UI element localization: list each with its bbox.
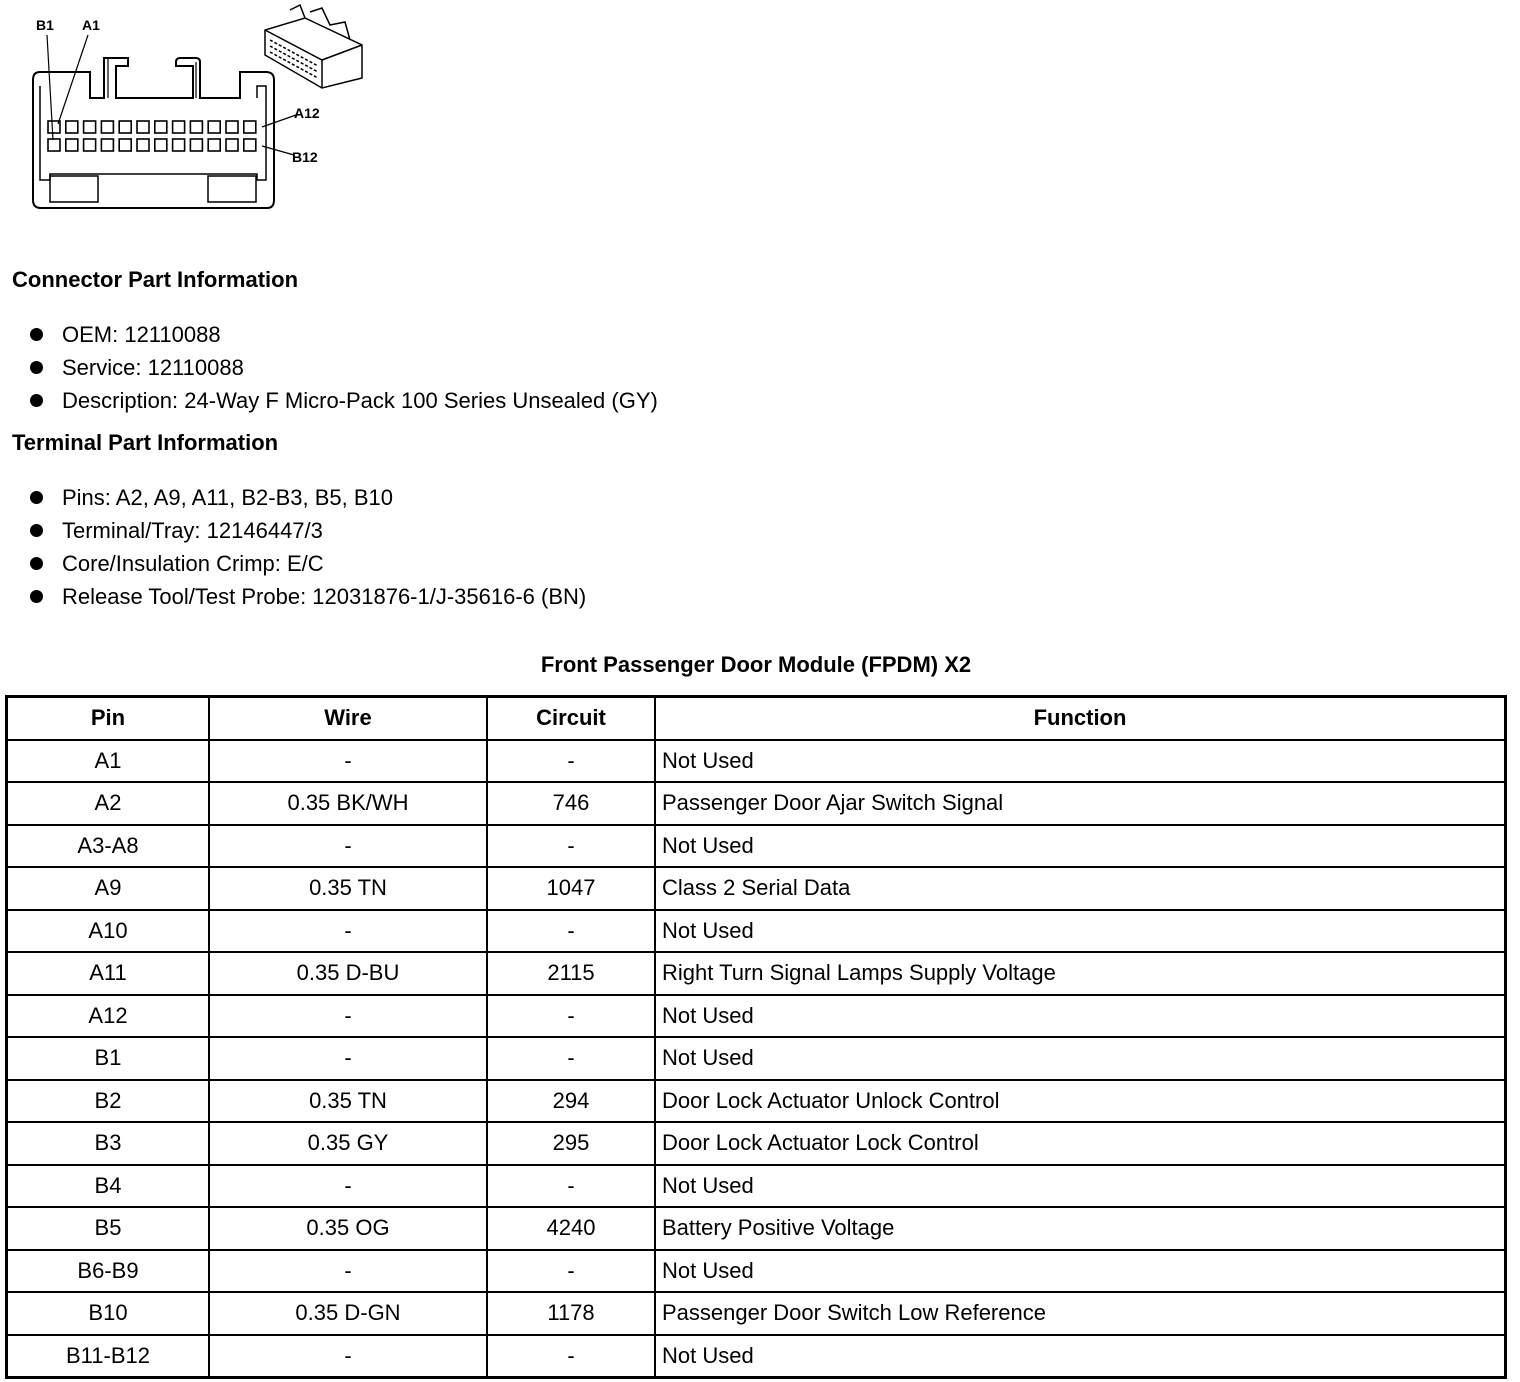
cell-pin: B4 — [7, 1165, 210, 1208]
cell-function: Not Used — [655, 995, 1506, 1038]
pin-cavity — [137, 121, 149, 133]
table-row — [7, 1080, 1506, 1123]
cell-pin: A3-A8 — [7, 825, 210, 868]
table-row — [7, 1165, 1506, 1208]
pin-cavity — [119, 121, 131, 133]
bullet-icon — [30, 557, 43, 570]
header-pin: Pin — [7, 697, 210, 740]
cell-wire: - — [209, 1250, 487, 1293]
list-item — [0, 318, 658, 351]
cell-function: Not Used — [655, 1335, 1506, 1378]
table-row — [7, 910, 1506, 953]
cell-wire: - — [209, 1335, 487, 1378]
cell-circuit: - — [487, 825, 655, 868]
list-item-text: Description: 24-Way F Micro-Pack 100 Series Unsealed (GY) — [62, 388, 658, 413]
cell-function: Battery Positive Voltage — [655, 1207, 1506, 1250]
cell-wire: 0.35 GY — [209, 1122, 487, 1165]
pin-cavity — [155, 121, 167, 133]
pin-cavity — [244, 139, 256, 151]
cell-function: Not Used — [655, 1037, 1506, 1080]
list-item-text: Release Tool/Test Probe: 12031876-1/J-35616-6 (BN) — [62, 584, 587, 609]
cell-circuit: 295 — [487, 1122, 655, 1165]
cell-wire: - — [209, 995, 487, 1038]
cell-circuit: - — [487, 1250, 655, 1293]
cell-pin: A11 — [7, 952, 210, 995]
table-row — [7, 1037, 1506, 1080]
terminal-part-list — [0, 481, 586, 613]
cell-pin: B1 — [7, 1037, 210, 1080]
table-row — [7, 867, 1506, 910]
pin-cavity — [190, 139, 202, 151]
pin-cavity — [66, 121, 78, 133]
bullet-icon — [30, 590, 43, 603]
cell-circuit: 746 — [487, 782, 655, 825]
cell-function: Door Lock Actuator Lock Control — [655, 1122, 1506, 1165]
pinout-table — [5, 695, 1507, 1379]
bullet-icon — [30, 524, 43, 537]
pin-cavity — [173, 139, 185, 151]
pin-cavity — [101, 139, 113, 151]
list-item — [0, 514, 586, 547]
cell-wire: - — [209, 825, 487, 868]
bullet-icon — [30, 361, 43, 374]
pin-cavity — [208, 121, 220, 133]
table-row — [7, 1250, 1506, 1293]
table-row — [7, 740, 1506, 783]
cell-pin: A9 — [7, 867, 210, 910]
list-item-text: OEM: 12110088 — [62, 322, 221, 347]
connector-part-list — [0, 318, 658, 417]
cell-wire: 0.35 OG — [209, 1207, 487, 1250]
terminal-part-heading: Terminal Part Information — [12, 430, 279, 455]
list-item — [0, 351, 658, 384]
cell-pin: B2 — [7, 1080, 210, 1123]
cell-function: Not Used — [655, 1165, 1506, 1208]
bullet-icon — [30, 491, 43, 504]
table-row — [7, 1207, 1506, 1250]
cell-circuit: - — [487, 910, 655, 953]
cell-wire: 0.35 TN — [209, 867, 487, 910]
label-a1: A1 — [82, 17, 100, 33]
cell-circuit: - — [487, 1165, 655, 1208]
table-row — [7, 782, 1506, 825]
bullet-icon — [30, 328, 43, 341]
table-row — [7, 995, 1506, 1038]
cell-circuit: 2115 — [487, 952, 655, 995]
list-item-text: Terminal/Tray: 12146447/3 — [62, 518, 323, 543]
cell-pin: B3 — [7, 1122, 210, 1165]
list-item-text: Pins: A2, A9, A11, B2-B3, B5, B10 — [62, 485, 394, 510]
cell-function: Not Used — [655, 910, 1506, 953]
header-circuit: Circuit — [487, 697, 655, 740]
cell-function: Right Turn Signal Lamps Supply Voltage — [655, 952, 1506, 995]
cell-circuit: 4240 — [487, 1207, 655, 1250]
cell-pin: B6-B9 — [7, 1250, 210, 1293]
table-row — [7, 1122, 1506, 1165]
label-b12: B12 — [292, 149, 318, 165]
label-b1: B1 — [36, 17, 54, 33]
cell-wire: 0.35 TN — [209, 1080, 487, 1123]
cell-wire: - — [209, 1165, 487, 1208]
cell-function: Passenger Door Ajar Switch Signal — [655, 782, 1506, 825]
pin-cavity — [226, 139, 238, 151]
pin-cavity — [48, 139, 60, 151]
cell-wire: 0.35 BK/WH — [209, 782, 487, 825]
pin-cavity — [190, 121, 202, 133]
cell-wire: - — [209, 1037, 487, 1080]
connector-face-diagram — [0, 0, 380, 220]
table-title: Front Passenger Door Module (FPDM) X2 — [540, 652, 972, 677]
pin-cavity — [208, 139, 220, 151]
header-wire: Wire — [209, 697, 487, 740]
list-item — [0, 580, 586, 613]
table-header-row — [7, 697, 1506, 740]
pin-cavity — [84, 139, 96, 151]
connector-3d-view — [265, 5, 362, 88]
header-function: Function — [655, 697, 1506, 740]
cell-circuit: 1178 — [487, 1292, 655, 1335]
list-item — [0, 481, 586, 514]
pin-cavity — [101, 121, 113, 133]
pin-cavity — [66, 139, 78, 151]
pin-cavity — [173, 121, 185, 133]
list-item-text: Core/Insulation Crimp: E/C — [62, 551, 324, 576]
cell-pin: A12 — [7, 995, 210, 1038]
table-row — [7, 952, 1506, 995]
pin-cavity — [244, 121, 256, 133]
cell-circuit: - — [487, 1037, 655, 1080]
cell-circuit: - — [487, 1335, 655, 1378]
cell-function: Passenger Door Switch Low Reference — [655, 1292, 1506, 1335]
cell-function: Not Used — [655, 825, 1506, 868]
cell-wire: - — [209, 740, 487, 783]
bullet-icon — [30, 394, 43, 407]
pin-cavity — [226, 121, 238, 133]
cell-function: Not Used — [655, 1250, 1506, 1293]
table-row — [7, 825, 1506, 868]
label-a12: A12 — [294, 105, 320, 121]
cell-pin: B10 — [7, 1292, 210, 1335]
cell-pin: B11-B12 — [7, 1335, 210, 1378]
pin-cavity — [119, 139, 131, 151]
cell-function: Door Lock Actuator Unlock Control — [655, 1080, 1506, 1123]
cell-wire: 0.35 D-GN — [209, 1292, 487, 1335]
cell-circuit: - — [487, 995, 655, 1038]
list-item — [0, 547, 586, 580]
cell-circuit: - — [487, 740, 655, 783]
cell-pin: A10 — [7, 910, 210, 953]
cell-pin: B5 — [7, 1207, 210, 1250]
cell-pin: A1 — [7, 740, 210, 783]
list-item-text: Service: 12110088 — [62, 355, 244, 380]
cell-wire: - — [209, 910, 487, 953]
connector-part-heading: Connector Part Information — [12, 267, 299, 292]
cell-circuit: 294 — [487, 1080, 655, 1123]
cell-wire: 0.35 D-BU — [209, 952, 487, 995]
cell-function: Not Used — [655, 740, 1506, 783]
cell-circuit: 1047 — [487, 867, 655, 910]
pin-cavity — [84, 121, 96, 133]
table-row — [7, 1292, 1506, 1335]
pin-cavity — [137, 139, 149, 151]
table-row — [7, 1335, 1506, 1378]
cell-function: Class 2 Serial Data — [655, 867, 1506, 910]
cell-pin: A2 — [7, 782, 210, 825]
pin-cavity — [155, 139, 167, 151]
list-item — [0, 384, 658, 417]
